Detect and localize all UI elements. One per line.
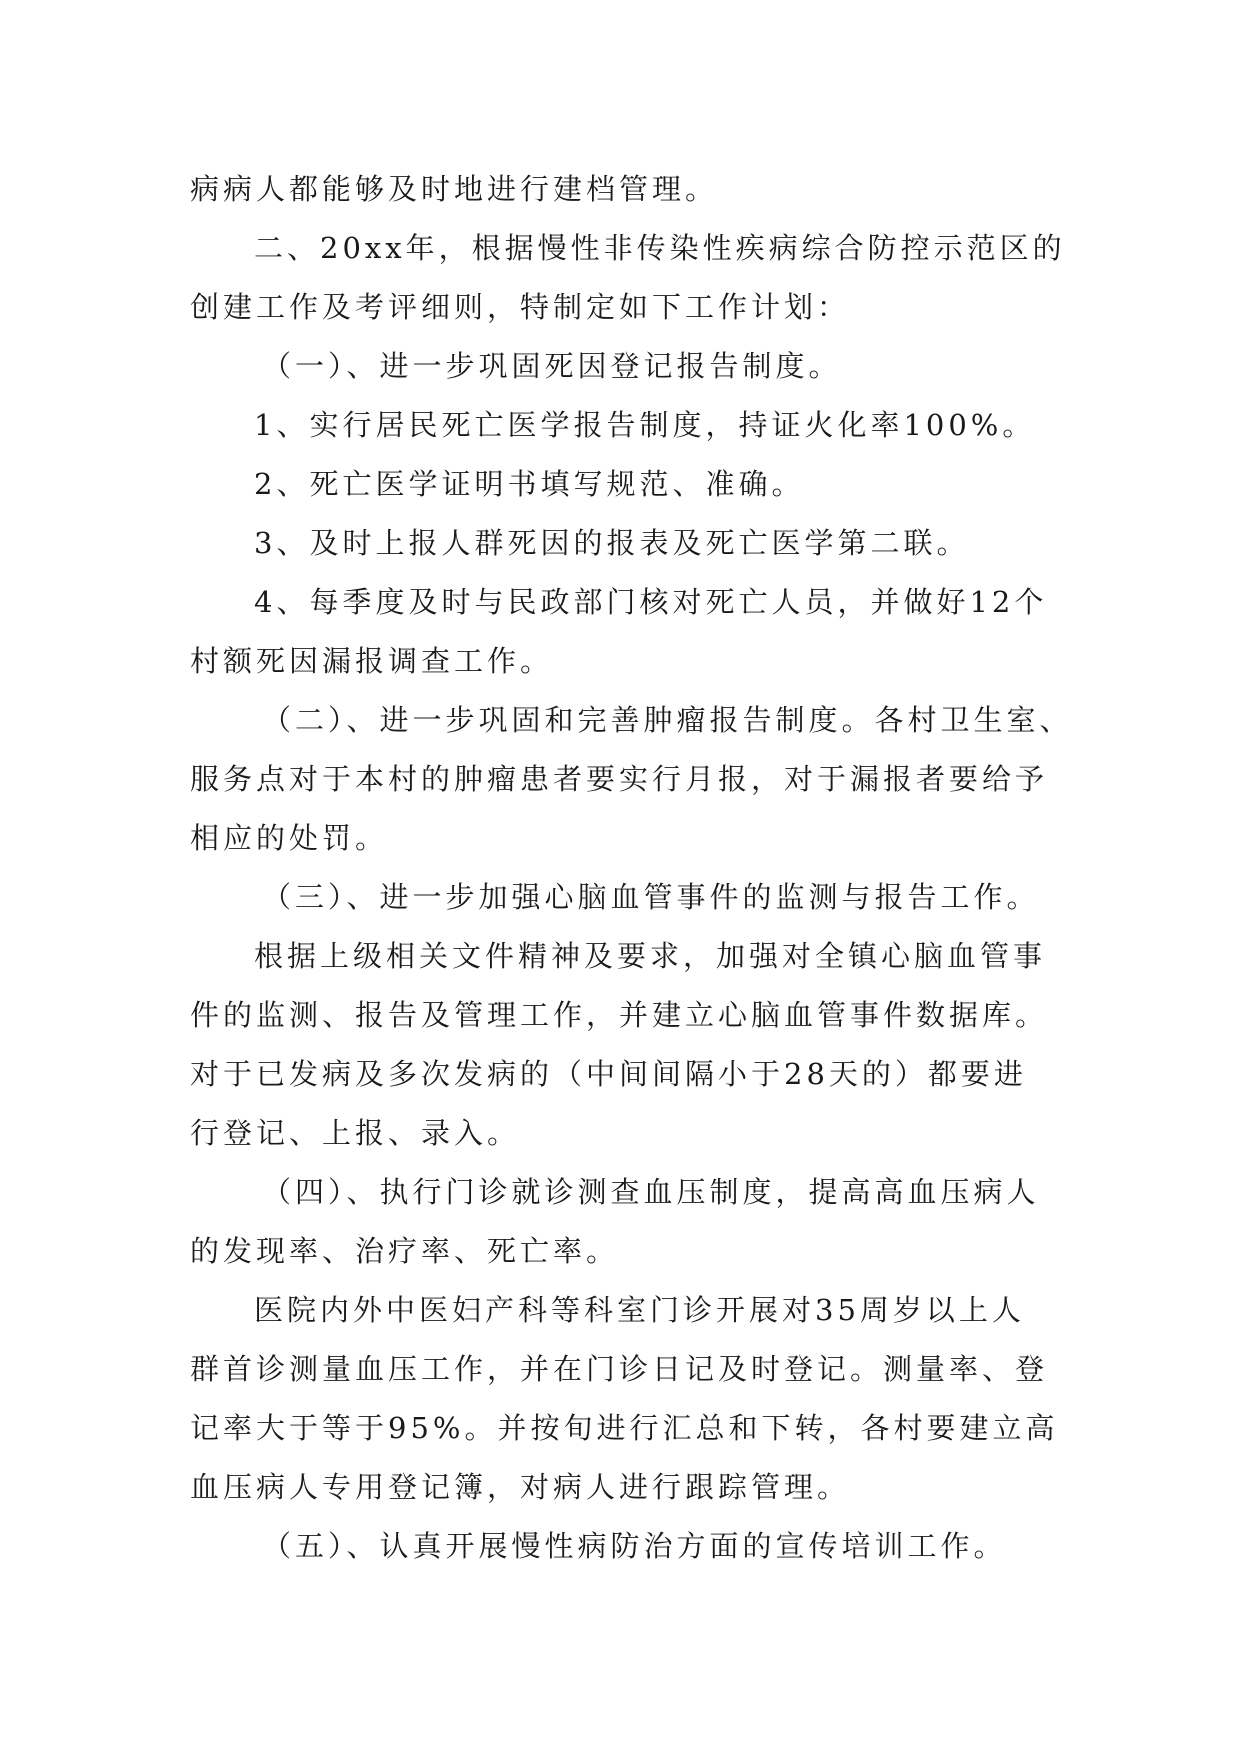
text-line: 村额死因漏报调查工作。 xyxy=(190,644,554,678)
section-heading: （一）、进一步巩固死因登记报告制度。 xyxy=(262,349,842,383)
section-heading: （二）、进一步巩固和完善肿瘤报告制度。各村卫生室、 xyxy=(262,703,1073,737)
text-line: 件的监测、报告及管理工作，并建立心脑血管事件数据库。 xyxy=(190,998,1049,1032)
list-item: 2、死亡医学证明书填写规范、准确。 xyxy=(254,467,805,501)
document-body xyxy=(190,160,1073,1576)
text-line: 记率大于等于95%。并按旬进行汇总和下转，各村要建立高 xyxy=(190,1411,1059,1445)
list-item: 4、每季度及时与民政部门核对死亡人员，并做好12个 xyxy=(254,585,1048,619)
list-item: 1、实行居民死亡医学报告制度，持证火化率100%。 xyxy=(254,408,1036,442)
text-line: 二、20xx年，根据慢性非传染性疾病综合防控示范区的 xyxy=(254,231,1066,265)
text-line: 创建工作及考评细则，特制定如下工作计划： xyxy=(190,290,851,324)
section-heading: （三）、进一步加强心脑血管事件的监测与报告工作。 xyxy=(262,880,1040,914)
section-heading: （四）、执行门诊就诊测查血压制度，提高高血压病人 xyxy=(262,1175,1040,1209)
text-line: 相应的处罚。 xyxy=(190,821,389,855)
text-line: 群首诊测量血压工作，并在门诊日记及时登记。测量率、登 xyxy=(190,1352,1049,1386)
text-line: 的发现率、治疗率、死亡率。 xyxy=(190,1234,620,1268)
text-line: 病病人都能够及时地进行建档管理。 xyxy=(190,172,719,206)
text-line: 根据上级相关文件精神及要求，加强对全镇心脑血管事 xyxy=(254,939,1047,973)
text-line: 医院内外中医妇产科等科室门诊开展对35周岁以上人 xyxy=(254,1293,1025,1327)
text-line: 对于已发病及多次发病的（中间间隔小于28天的）都要进 xyxy=(190,1057,1027,1091)
text-line: 服务点对于本村的肿瘤患者要实行月报，对于漏报者要给予 xyxy=(190,762,1049,796)
text-line: 血压病人专用登记簿，对病人进行跟踪管理。 xyxy=(190,1470,851,1504)
list-item: 3、及时上报人群死因的报表及死亡医学第二联。 xyxy=(254,526,970,560)
text-line: 行登记、上报、录入。 xyxy=(190,1116,521,1150)
section-heading: （五）、认真开展慢性病防治方面的宣传培训工作。 xyxy=(262,1529,1007,1563)
